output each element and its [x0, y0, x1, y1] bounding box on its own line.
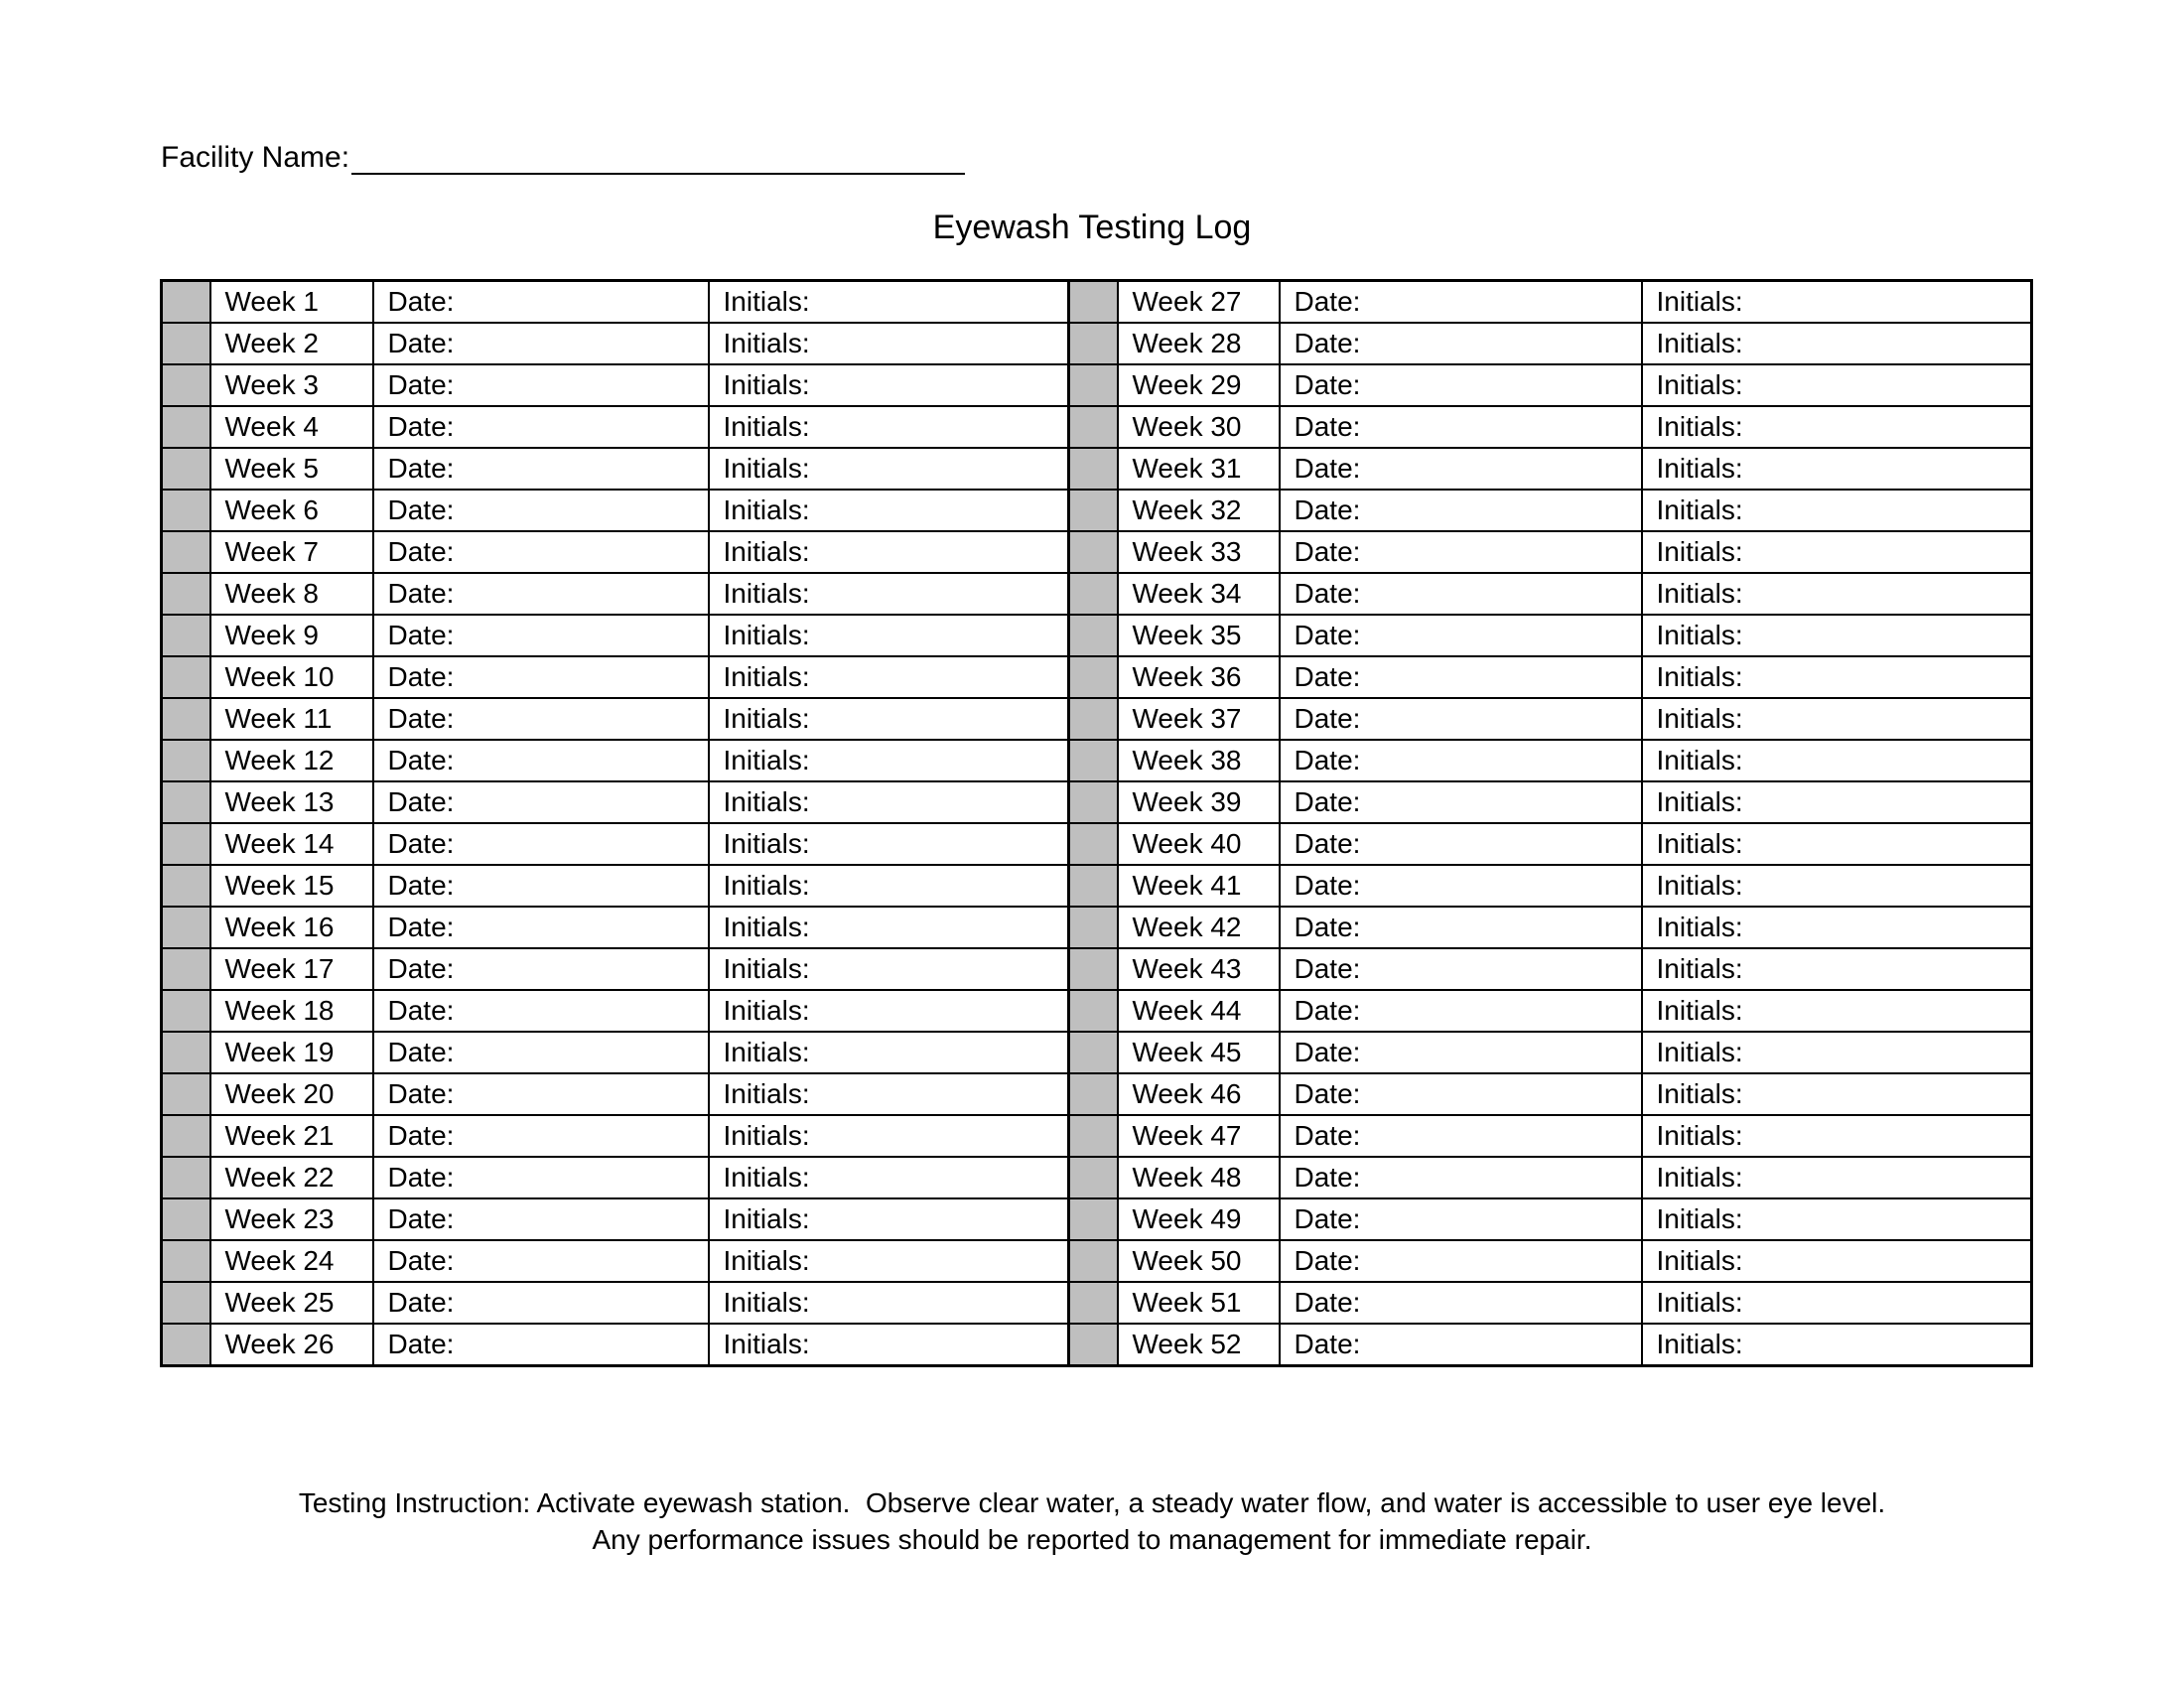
table-row	[162, 281, 2032, 324]
checkbox-cell[interactable]	[1069, 907, 1118, 948]
week-label: Week 19	[210, 1032, 373, 1073]
checkbox-cell[interactable]	[162, 1198, 210, 1240]
week-label: Week 16	[210, 907, 373, 948]
date-cell[interactable]: Date:	[1280, 615, 1642, 656]
week-label: Week 12	[210, 740, 373, 781]
date-cell[interactable]: Date:	[373, 1157, 709, 1198]
checkbox-cell[interactable]	[162, 907, 210, 948]
week-label: Week 50	[1118, 1240, 1280, 1282]
initials-cell[interactable]: Initials:	[709, 406, 1069, 448]
initials-cell[interactable]: Initials:	[709, 656, 1069, 698]
week-label: Week 20	[210, 1073, 373, 1115]
table-row	[162, 1032, 2032, 1073]
date-cell[interactable]: Date:	[1280, 740, 1642, 781]
date-cell[interactable]: Date:	[373, 1032, 709, 1073]
table-row	[162, 615, 2032, 656]
date-cell[interactable]: Date:	[1280, 865, 1642, 907]
checkbox-cell[interactable]	[162, 1324, 210, 1366]
date-cell[interactable]: Date:	[373, 740, 709, 781]
checkbox-cell[interactable]	[162, 1032, 210, 1073]
week-label: Week 27	[1118, 281, 1280, 324]
week-label: Week 47	[1118, 1115, 1280, 1157]
week-label: Week 4	[210, 406, 373, 448]
date-cell[interactable]: Date:	[373, 656, 709, 698]
date-cell[interactable]: Date:	[373, 823, 709, 865]
table-row	[162, 907, 2032, 948]
initials-cell[interactable]: Initials:	[1642, 531, 2032, 573]
checkbox-cell[interactable]	[162, 656, 210, 698]
initials-cell[interactable]: Initials:	[709, 364, 1069, 406]
week-label: Week 30	[1118, 406, 1280, 448]
checkbox-cell[interactable]	[162, 1157, 210, 1198]
date-cell[interactable]: Date:	[1280, 1032, 1642, 1073]
date-cell[interactable]: Date:	[1280, 281, 1642, 324]
table-row	[162, 1073, 2032, 1115]
checkbox-cell[interactable]	[162, 740, 210, 781]
checkbox-cell[interactable]	[1069, 1240, 1118, 1282]
checkbox-cell[interactable]	[162, 281, 210, 324]
initials-cell[interactable]: Initials:	[1642, 448, 2032, 490]
week-label: Week 23	[210, 1198, 373, 1240]
week-label: Week 32	[1118, 490, 1280, 531]
checkbox-cell[interactable]	[162, 781, 210, 823]
table-row	[162, 531, 2032, 573]
week-label: Week 26	[210, 1324, 373, 1366]
checkbox-cell[interactable]	[1069, 823, 1118, 865]
initials-cell[interactable]: Initials:	[709, 1115, 1069, 1157]
initials-cell[interactable]: Initials:	[709, 907, 1069, 948]
table-row	[162, 364, 2032, 406]
initials-cell[interactable]: Initials:	[709, 1282, 1069, 1324]
week-label: Week 36	[1118, 656, 1280, 698]
date-cell[interactable]: Date:	[373, 531, 709, 573]
initials-cell[interactable]: Initials:	[709, 448, 1069, 490]
week-label: Week 33	[1118, 531, 1280, 573]
date-cell[interactable]: Date:	[1280, 531, 1642, 573]
date-cell[interactable]: Date:	[1280, 364, 1642, 406]
table-row	[162, 698, 2032, 740]
initials-cell[interactable]: Initials:	[1642, 698, 2032, 740]
initials-cell[interactable]: Initials:	[1642, 990, 2032, 1032]
initials-cell[interactable]: Initials:	[709, 990, 1069, 1032]
initials-cell[interactable]: Initials:	[1642, 865, 2032, 907]
week-label: Week 14	[210, 823, 373, 865]
checkbox-cell[interactable]	[1069, 1198, 1118, 1240]
week-label: Week 3	[210, 364, 373, 406]
week-label: Week 1	[210, 281, 373, 324]
checkbox-cell[interactable]	[1069, 781, 1118, 823]
initials-cell[interactable]: Initials:	[1642, 1157, 2032, 1198]
table-row	[162, 781, 2032, 823]
checkbox-cell[interactable]	[1069, 490, 1118, 531]
week-label: Week 38	[1118, 740, 1280, 781]
facility-name-field	[161, 141, 965, 175]
week-label: Week 2	[210, 323, 373, 364]
date-cell[interactable]: Date:	[1280, 781, 1642, 823]
week-label: Week 40	[1118, 823, 1280, 865]
checkbox-cell[interactable]	[162, 1115, 210, 1157]
checkbox-cell[interactable]	[1069, 948, 1118, 990]
checkbox-cell[interactable]	[162, 823, 210, 865]
initials-cell[interactable]: Initials:	[709, 615, 1069, 656]
instruction-line-1: Testing Instruction: Activate eyewash station. Observe clear water, a steady water flow, and water is accessible to user eye level.	[298, 1487, 1886, 1518]
facility-name-label: Facility Name:	[161, 141, 350, 174]
initials-cell[interactable]: Initials:	[1642, 1324, 2032, 1366]
date-cell[interactable]: Date:	[1280, 1198, 1642, 1240]
date-cell[interactable]: Date:	[373, 698, 709, 740]
initials-cell[interactable]: Initials:	[1642, 573, 2032, 615]
table-row	[162, 990, 2032, 1032]
week-label: Week 39	[1118, 781, 1280, 823]
checkbox-cell[interactable]	[1069, 323, 1118, 364]
initials-cell[interactable]: Initials:	[709, 1073, 1069, 1115]
checkbox-cell[interactable]	[1069, 531, 1118, 573]
date-cell[interactable]: Date:	[1280, 323, 1642, 364]
testing-instructions	[0, 1484, 2184, 1558]
date-cell[interactable]: Date:	[373, 281, 709, 324]
checkbox-cell[interactable]	[1069, 740, 1118, 781]
week-label: Week 35	[1118, 615, 1280, 656]
week-label: Week 46	[1118, 1073, 1280, 1115]
table-row	[162, 448, 2032, 490]
checkbox-cell[interactable]	[1069, 1324, 1118, 1366]
initials-cell[interactable]: Initials:	[709, 823, 1069, 865]
week-label: Week 11	[210, 698, 373, 740]
date-cell[interactable]: Date:	[1280, 1324, 1642, 1366]
checkbox-cell[interactable]	[1069, 1073, 1118, 1115]
testing-log-table	[160, 279, 2033, 1367]
week-label: Week 44	[1118, 990, 1280, 1032]
initials-cell[interactable]: Initials:	[709, 1157, 1069, 1198]
initials-cell[interactable]: Initials:	[709, 323, 1069, 364]
initials-cell[interactable]: Initials:	[1642, 1240, 2032, 1282]
week-label: Week 7	[210, 531, 373, 573]
checkbox-cell[interactable]	[1069, 656, 1118, 698]
date-cell[interactable]: Date:	[1280, 907, 1642, 948]
week-label: Week 48	[1118, 1157, 1280, 1198]
date-cell[interactable]: Date:	[1280, 573, 1642, 615]
date-cell[interactable]: Date:	[373, 1198, 709, 1240]
initials-cell[interactable]: Initials:	[1642, 1073, 2032, 1115]
initials-cell[interactable]: Initials:	[709, 948, 1069, 990]
checkbox-cell[interactable]	[162, 948, 210, 990]
table-row	[162, 1282, 2032, 1324]
week-label: Week 49	[1118, 1198, 1280, 1240]
week-label: Week 5	[210, 448, 373, 490]
initials-cell[interactable]: Initials:	[709, 865, 1069, 907]
initials-cell[interactable]: Initials:	[1642, 1282, 2032, 1324]
week-label: Week 8	[210, 573, 373, 615]
week-label: Week 9	[210, 615, 373, 656]
week-label: Week 13	[210, 781, 373, 823]
checkbox-cell[interactable]	[1069, 1032, 1118, 1073]
week-label: Week 17	[210, 948, 373, 990]
checkbox-cell[interactable]	[1069, 865, 1118, 907]
checkbox-cell[interactable]	[162, 865, 210, 907]
week-label: Week 41	[1118, 865, 1280, 907]
week-label: Week 45	[1118, 1032, 1280, 1073]
checkbox-cell[interactable]	[1069, 990, 1118, 1032]
checkbox-cell[interactable]	[1069, 1282, 1118, 1324]
date-cell[interactable]: Date:	[373, 490, 709, 531]
date-cell[interactable]: Date:	[373, 781, 709, 823]
table-row	[162, 1115, 2032, 1157]
week-label: Week 10	[210, 656, 373, 698]
date-cell[interactable]: Date:	[1280, 1282, 1642, 1324]
initials-cell[interactable]: Initials:	[1642, 615, 2032, 656]
table-row	[162, 948, 2032, 990]
checkbox-cell[interactable]	[162, 698, 210, 740]
date-cell[interactable]: Date:	[373, 907, 709, 948]
initials-cell[interactable]: Initials:	[1642, 781, 2032, 823]
date-cell[interactable]: Date:	[1280, 448, 1642, 490]
table-row	[162, 656, 2032, 698]
week-label: Week 22	[210, 1157, 373, 1198]
date-cell[interactable]: Date:	[373, 1324, 709, 1366]
table-row	[162, 573, 2032, 615]
date-cell[interactable]: Date:	[1280, 990, 1642, 1032]
initials-cell[interactable]: Initials:	[709, 490, 1069, 531]
date-cell[interactable]: Date:	[1280, 490, 1642, 531]
initials-cell[interactable]: Initials:	[1642, 740, 2032, 781]
checkbox-cell[interactable]	[1069, 1115, 1118, 1157]
week-label: Week 24	[210, 1240, 373, 1282]
table-row	[162, 323, 2032, 364]
date-cell[interactable]: Date:	[373, 615, 709, 656]
initials-cell[interactable]: Initials:	[1642, 490, 2032, 531]
checkbox-cell[interactable]	[162, 1240, 210, 1282]
initials-cell[interactable]: Initials:	[709, 1240, 1069, 1282]
week-label: Week 15	[210, 865, 373, 907]
checkbox-cell[interactable]	[162, 323, 210, 364]
date-cell[interactable]: Date:	[373, 1115, 709, 1157]
checkbox-cell[interactable]	[162, 448, 210, 490]
checkbox-cell[interactable]	[162, 364, 210, 406]
date-cell[interactable]: Date:	[1280, 698, 1642, 740]
week-label: Week 37	[1118, 698, 1280, 740]
week-label: Week 29	[1118, 364, 1280, 406]
checkbox-cell[interactable]	[1069, 448, 1118, 490]
week-label: Week 51	[1118, 1282, 1280, 1324]
initials-cell[interactable]: Initials:	[709, 781, 1069, 823]
week-label: Week 28	[1118, 323, 1280, 364]
initials-cell[interactable]: Initials:	[709, 740, 1069, 781]
checkbox-cell[interactable]	[1069, 406, 1118, 448]
initials-cell[interactable]: Initials:	[1642, 1032, 2032, 1073]
table-row	[162, 1198, 2032, 1240]
checkbox-cell[interactable]	[162, 490, 210, 531]
checkbox-cell[interactable]	[1069, 364, 1118, 406]
week-label: Week 18	[210, 990, 373, 1032]
initials-cell[interactable]: Initials:	[709, 573, 1069, 615]
date-cell[interactable]: Date:	[373, 865, 709, 907]
date-cell[interactable]: Date:	[1280, 1115, 1642, 1157]
initials-cell[interactable]: Initials:	[709, 698, 1069, 740]
date-cell[interactable]: Date:	[373, 573, 709, 615]
date-cell[interactable]: Date:	[373, 364, 709, 406]
date-cell[interactable]: Date:	[1280, 656, 1642, 698]
checkbox-cell[interactable]	[162, 1282, 210, 1324]
date-cell[interactable]: Date:	[373, 448, 709, 490]
date-cell[interactable]: Date:	[373, 990, 709, 1032]
checkbox-cell[interactable]	[1069, 698, 1118, 740]
checkbox-cell[interactable]	[162, 573, 210, 615]
date-cell[interactable]: Date:	[1280, 823, 1642, 865]
date-cell[interactable]: Date:	[373, 948, 709, 990]
date-cell[interactable]: Date:	[373, 1073, 709, 1115]
table-row	[162, 490, 2032, 531]
initials-cell[interactable]: Initials:	[709, 531, 1069, 573]
date-cell[interactable]: Date:	[1280, 1073, 1642, 1115]
week-label: Week 52	[1118, 1324, 1280, 1366]
table-row	[162, 406, 2032, 448]
date-cell[interactable]: Date:	[1280, 948, 1642, 990]
week-label: Week 31	[1118, 448, 1280, 490]
date-cell[interactable]: Date:	[1280, 1240, 1642, 1282]
initials-cell[interactable]: Initials:	[709, 1032, 1069, 1073]
checkbox-cell[interactable]	[1069, 1157, 1118, 1198]
initials-cell[interactable]: Initials:	[1642, 656, 2032, 698]
table-row	[162, 1240, 2032, 1282]
date-cell[interactable]: Date:	[1280, 1157, 1642, 1198]
week-label: Week 6	[210, 490, 373, 531]
date-cell[interactable]: Date:	[373, 406, 709, 448]
initials-cell[interactable]: Initials:	[709, 1198, 1069, 1240]
date-cell[interactable]: Date:	[373, 323, 709, 364]
initials-cell[interactable]: Initials:	[1642, 281, 2032, 324]
page-title: Eyewash Testing Log	[932, 209, 1252, 246]
initials-cell[interactable]: Initials:	[1642, 406, 2032, 448]
date-cell[interactable]: Date:	[373, 1282, 709, 1324]
checkbox-cell[interactable]	[1069, 573, 1118, 615]
checkbox-cell[interactable]	[1069, 281, 1118, 324]
initials-cell[interactable]: Initials:	[1642, 1198, 2032, 1240]
week-label: Week 42	[1118, 907, 1280, 948]
facility-name-line[interactable]	[351, 143, 965, 175]
checkbox-cell[interactable]	[162, 615, 210, 656]
initials-cell[interactable]: Initials:	[709, 1324, 1069, 1366]
date-cell[interactable]: Date:	[1280, 406, 1642, 448]
week-label: Week 25	[210, 1282, 373, 1324]
instruction-line-2: Any performance issues should be reported to management for immediate repair.	[592, 1524, 1592, 1555]
checkbox-cell[interactable]	[162, 1073, 210, 1115]
initials-cell[interactable]: Initials:	[1642, 364, 2032, 406]
initials-cell[interactable]: Initials:	[1642, 907, 2032, 948]
initials-cell[interactable]: Initials:	[1642, 823, 2032, 865]
checkbox-cell[interactable]	[162, 990, 210, 1032]
table-row	[162, 740, 2032, 781]
table-row	[162, 865, 2032, 907]
initials-cell[interactable]: Initials:	[1642, 1115, 2032, 1157]
table-row	[162, 823, 2032, 865]
table-row	[162, 1157, 2032, 1198]
checkbox-cell[interactable]	[1069, 615, 1118, 656]
initials-cell[interactable]: Initials:	[709, 281, 1069, 324]
week-label: Week 21	[210, 1115, 373, 1157]
initials-cell[interactable]: Initials:	[1642, 948, 2032, 990]
week-label: Week 43	[1118, 948, 1280, 990]
checkbox-cell[interactable]	[162, 406, 210, 448]
table-row	[162, 1324, 2032, 1366]
date-cell[interactable]: Date:	[373, 1240, 709, 1282]
checkbox-cell[interactable]	[162, 531, 210, 573]
initials-cell[interactable]: Initials:	[1642, 323, 2032, 364]
week-label: Week 34	[1118, 573, 1280, 615]
